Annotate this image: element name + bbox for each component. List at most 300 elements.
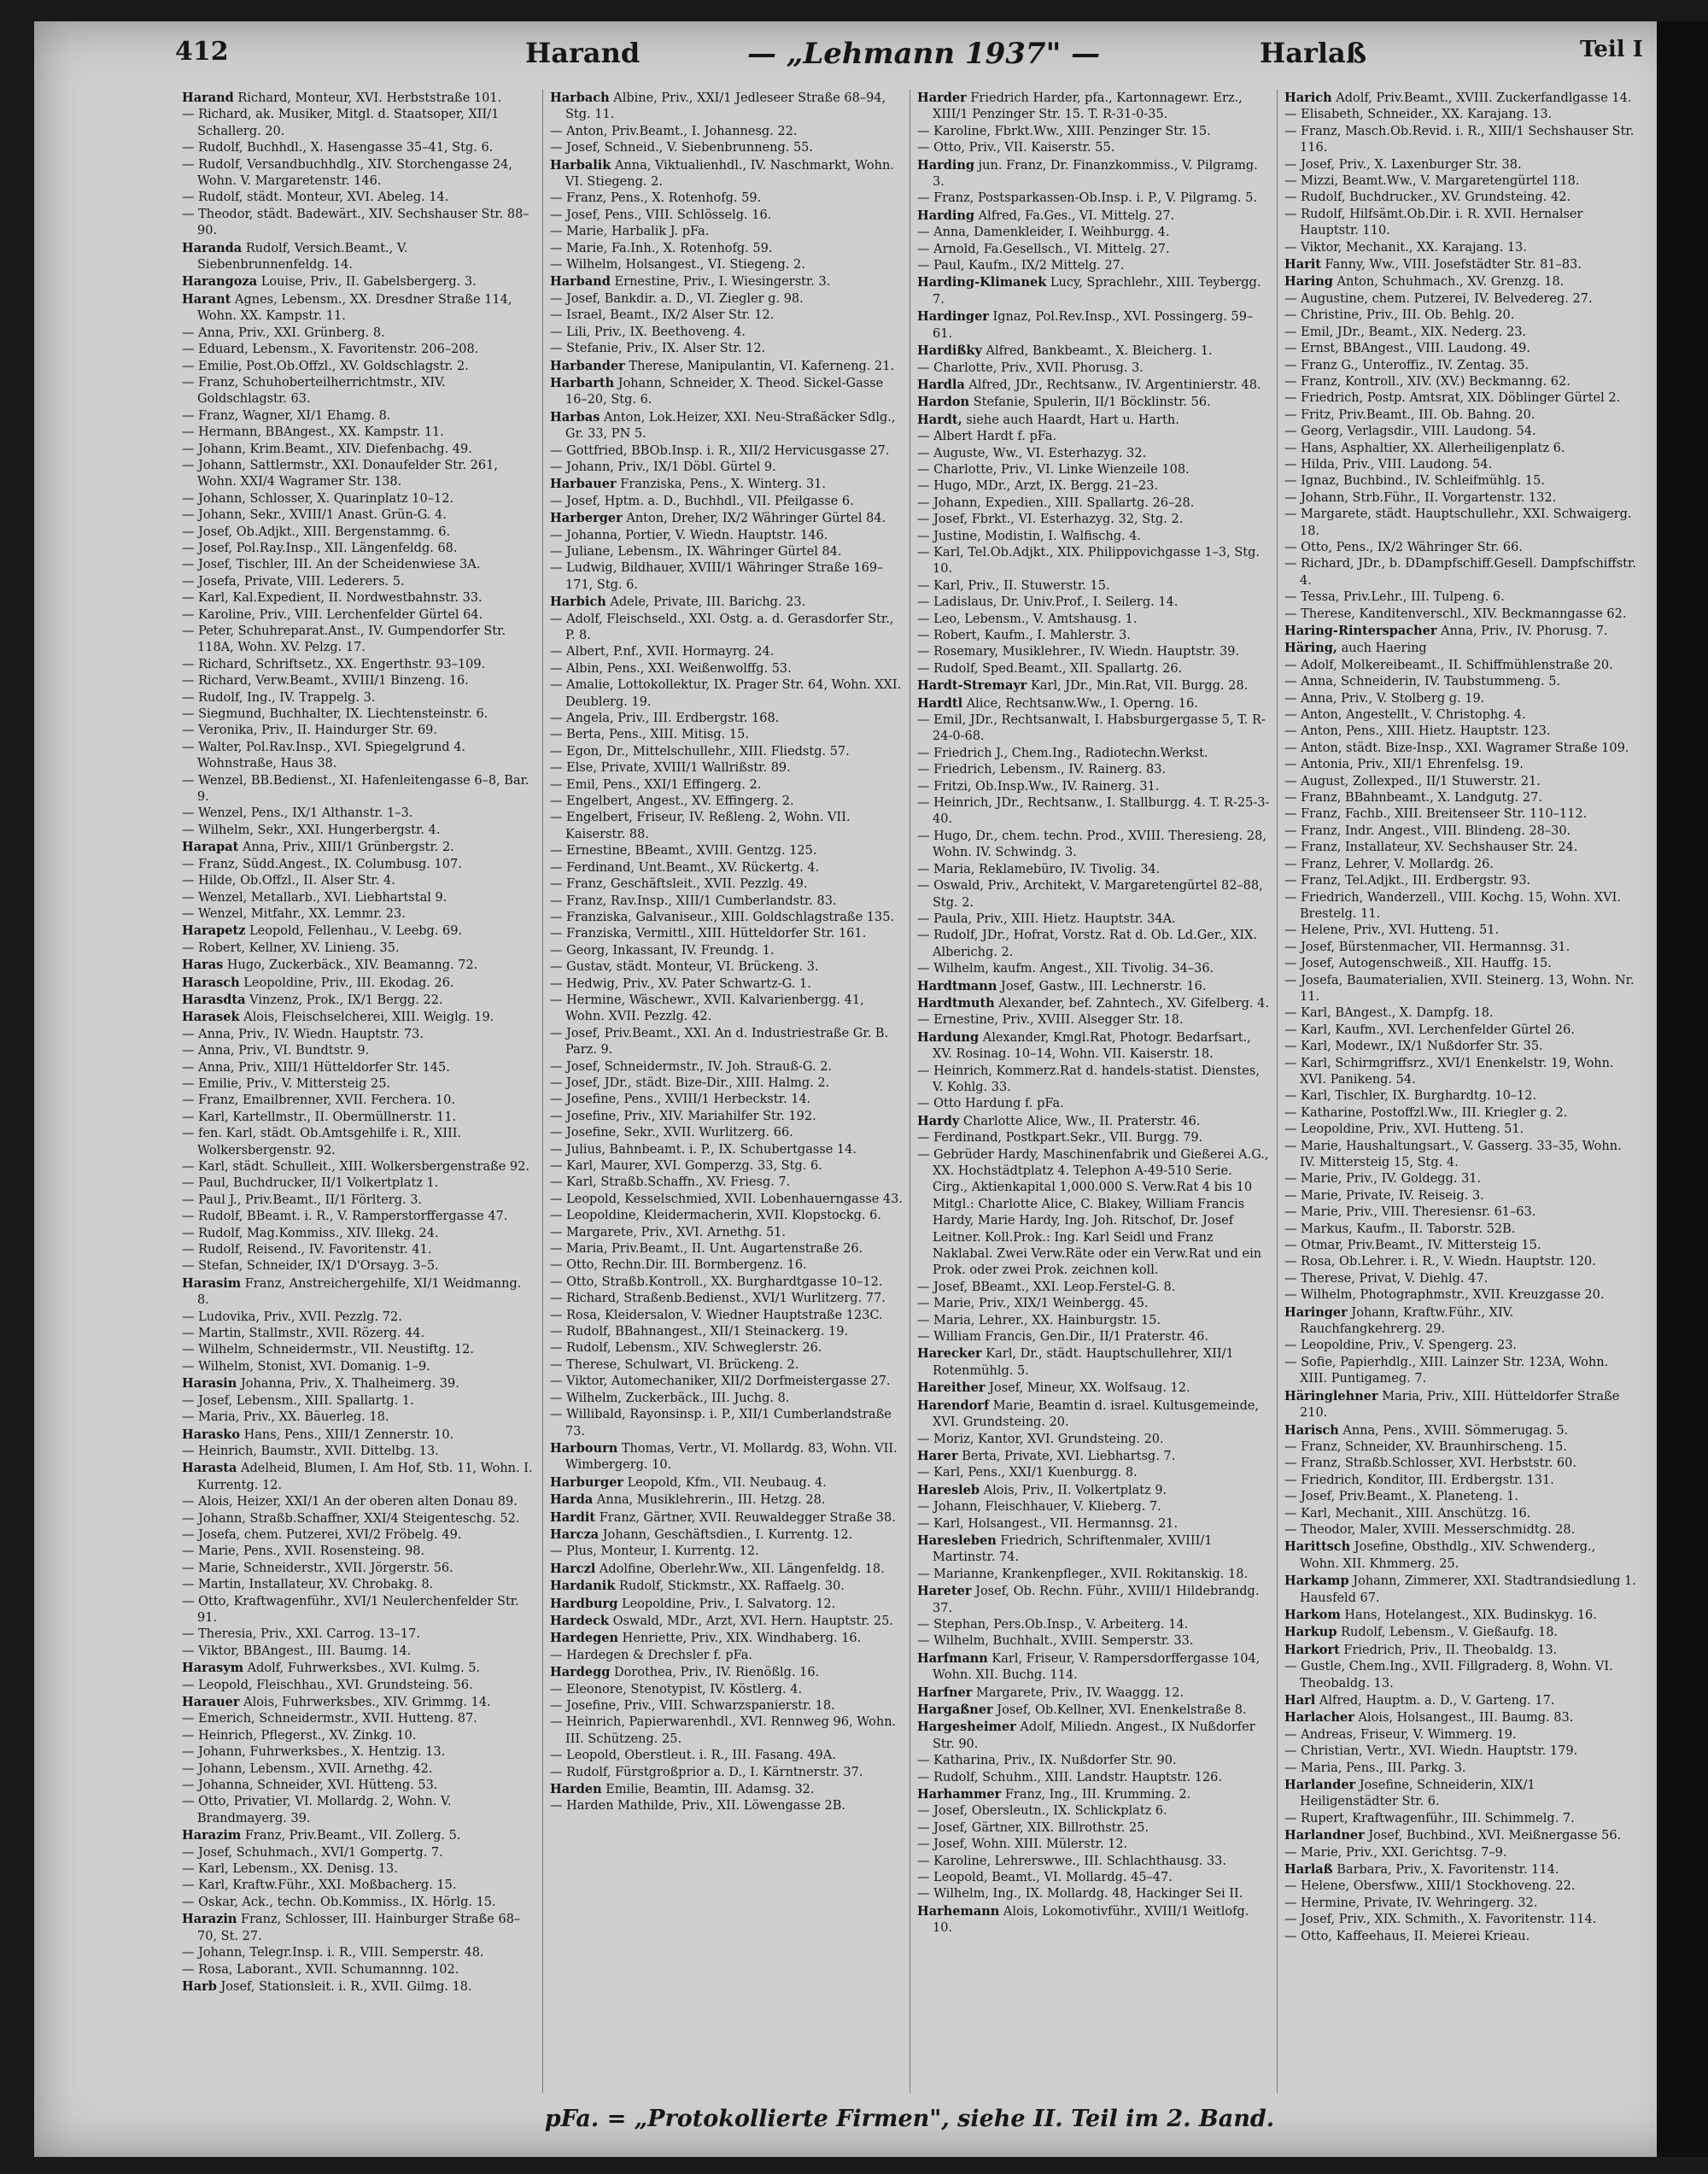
directory-entry: — Emerich, Schneidermstr., XVII. Hutteng. 87. [182,1712,477,1726]
directory-entry: — Karl, Tischler, IX. Burghardtg. 10–12. [1284,1089,1537,1104]
directory-entry: — Karl, Schirmgriffsrz., XVI/1 Enenkelstr. 19, Wohn. XVI. Panikeng. 54. [1284,1056,1614,1087]
directory-entry: — Johann, Telegr.Insp. i. R., VIII. Semperstr. 48. [182,1946,484,1960]
directory-entry: — Marie, Priv., VIII. Theresiensr. 61–63. [1284,1205,1536,1220]
directory-entry: Harband Ernestine, Priv., I. Wiesingerstr. 3. [550,274,831,290]
directory-entry: Hardanik Rudolf, Stickmstr., XX. Raffaelg. 30. [550,1579,845,1594]
directory-entry: — Josef, Priv., XIX. Schmith., X. Favoritenstr. 114. [1284,1913,1597,1927]
directory-entry: — Josef, Wohn. XIII. Mülerstr. 12. [917,1837,1128,1852]
directory-entry: — Rudolf, Reisend., IV. Favoritenstr. 41. [182,1243,432,1257]
directory-entry: — Josef, Priv., X. Laxenburger Str. 38. [1284,157,1522,172]
directory-entry: — Theodor, Maler, XVIII. Messerschmidtg. 28. [1284,1522,1576,1537]
directory-entry: — Ernestine, BBeamt., XVIII. Gentzg. 125. [550,844,817,858]
directory-entry: Harb Josef, Stationsleit. i. R., XVII. Gilmg. 18. [182,1978,472,1994]
directory-entry: Hardit Franz, Gärtner, XVII. Reuwaldegger Straße 38. [550,1509,896,1525]
directory-entry: — Wenzel, Metallarb., XVI. Liebhartstal 9. [182,890,447,905]
directory-entry: — Friedrich, Konditor, III. Erdbergstr. 131. [1284,1473,1554,1487]
directory-entry: — Sofie, Papierhdlg., XIII. Lainzer Str. 123A, Wohn. XIII. Puntigameg. 7. [1284,1355,1609,1386]
directory-entry: — Wilhelm, Photographmstr., XVII. Kreuzgasse 20. [1284,1288,1605,1303]
directory-entry: Harkort Friedrich, Priv., II. Theobaldg. 13. [1284,1642,1558,1657]
directory-entry: — Theodor, städt. Badewärt., XIV. Sechshauser Str. 88–90. [182,207,529,238]
directory-entry: Harda Anna, Musiklehrerin., III. Hetzg. 28. [550,1492,826,1508]
directory-entry: Harit Fanny, Ww., VIII. Josefstädter Str. 81–83. [1284,257,1582,272]
directory-entry: — Josefine, Priv., VIII. Schwarzspanierstr. 18. [550,1699,835,1713]
directory-entry: — Else, Private, XVIII/1 Wallrißstr. 89. [550,761,791,776]
directory-entry: — Johann, Lebensm., XVII. Arnethg. 42. [182,1761,433,1776]
directory-entry: — Leopold, Oberstleut. i. R., III. Fasang. 49A. [550,1749,836,1763]
directory-entry: Häring, auch Haering [1284,641,1427,656]
directory-entry: Harand Richard, Monteur, XVI. Herbststraße 101. [182,91,502,105]
directory-entry: — Rosa, Kleidersalon, V. Wiedner Hauptstraße 123C. [550,1308,883,1322]
directory-entry: — Rudolf, Buchdrucker., XV. Grundsteing. 42. [1284,190,1571,205]
directory-entry: — Johann, Strb.Führ., II. Vorgartenstr. 132. [1284,490,1557,505]
directory-entry: Haringer Johann, Kraftw.Führ., XIV. Rauchfangkehrerg. 29. [1284,1304,1514,1337]
directory-entry: — Rudolf, Fürstgroßprior a. D., I. Kärntnerstr. 37. [550,1765,863,1779]
directory-entry: Harhammer Franz, Ing., III. Krumming. 2. [917,1787,1191,1802]
directory-entry: — Josefa, Baumaterialien, XVII. Steinerg. 13, Wohn. Nr. 11. [1284,973,1635,1004]
directory-entry: Hareither Josef, Mineur, XX. Wolfsaug. 12. [917,1380,1190,1396]
directory-entry: — Paul, Kaufm., IX/2 Mittelg. 27. [917,259,1125,273]
directory-entry: — Friedrich, Wanderzell., VIII. Kochg. 15, Wohn. XVI. Brestelg. 11. [1284,890,1621,921]
directory-entry: — Rudolf, BBeamt. i. R., V. Ramperstorffergasse 47. [182,1210,508,1224]
directory-entry: — Rudolf, Hilfsämt.Ob.Dir. i. R. XVII. Hernalser Hauptstr. 110. [1284,207,1583,238]
column-3 [910,90,1277,2093]
directory-entry: — Rudolf, Schuhm., XIII. Landstr. Hauptstr. 126. [917,1770,1223,1784]
directory-entry: — Auguste, Ww., VI. Esterhazyg. 32. [917,446,1147,460]
directory-entry: — Eduard, Lebensm., X. Favoritenstr. 206–208. [182,343,479,357]
directory-entry: — Lili, Priv., IX. Beethoveng. 4. [550,325,746,339]
directory-entry: — Justine, Modistin, I. Walfischg. 4. [917,529,1142,543]
directory-entry: — Antonia, Priv., XII/1 Ehrenfelsg. 19. [1284,758,1524,772]
directory-entry: — Rudolf, Sped.Beamt., XII. Spallartg. 26. [917,661,1183,676]
directory-entry: — Paul J., Priv.Beamt., II/1 Förlterg. 3. [182,1192,423,1207]
directory-entry: — Johann, Krim.Beamt., XIV. Diefenbachg. 49. [182,442,472,456]
directory-page [34,21,1687,2157]
directory-entry: — Hardegen & Drechsler f. pFa. [550,1648,752,1662]
directory-entry: — Rosa, Ob.Lehrer. i. R., V. Wiedn. Hauptstr. 120. [1284,1255,1596,1269]
directory-entry: — Richard, Straßenb.Bedienst., XVI/1 Wurlitzerg. 77. [550,1292,886,1306]
directory-entry: — Heinrich, Kommerz.Rat d. handels-statist. Dienstes, V. Kohlg. 33. [917,1064,1260,1094]
directory-entry: — Karl, Kartellmstr., II. Obermüllnerstr. 11. [182,1110,457,1124]
directory-entry: — Wilhelm, Schneidermstr., VII. Neustiftg. 12. [182,1343,474,1357]
directory-entry: — Josef, Fbrkt., VI. Esterhazyg. 32, Stg. 2. [917,513,1184,527]
directory-entry: — Josefine, Sekr., XVII. Wurlitzerg. 66. [550,1126,793,1140]
directory-entry: Hardtmuth Alexander, bef. Zahntech., XV. Gifelberg. 4. [917,995,1270,1011]
directory-entry: — Ferdinand, Postkpart.Sekr., VII. Burgg. 79. [917,1131,1203,1146]
directory-entry: — Ludovika, Priv., XVII. Pezzlg. 72. [182,1310,402,1324]
directory-entry: — Engelbert, Angest., XV. Effingerg. 2. [550,794,794,809]
directory-entry: Harich Adolf, Priv.Beamt., XVIII. Zuckerfandlgasse 14. [1284,91,1632,105]
directory-entry: Harczl Adolfine, Oberlehr.Ww., XII. Längenfeldg. 18. [550,1561,885,1576]
directory-entry: — Elisabeth, Schneider., XX. Karajang. 13. [1284,108,1553,122]
directory-entry: — Wilhelm, Zuckerbäck., III. Juchg. 8. [550,1391,790,1405]
directory-entry: — Helene, Obersfww., XIII/1 Stockhoveng. 22. [1284,1879,1576,1894]
directory-entry: — Johann, Sattlermstr., XXI. Donaufelder Str. 261, Wohn. XXI/4 Wagramer Str. 138. [182,458,498,489]
directory-entry: — Walter, Pol.Rav.Insp., XVI. Spiegelgrund 4. Wohnstraße, Haus 38. [182,740,466,771]
directory-entry: — Otto, Kraftwagenführ., XVI/1 Neulerchenfelder Str. 91. [182,1594,519,1625]
directory-entry: — Franz, Masch.Ob.Revid. i. R., XIII/1 Sechshauser Str. 116. [1284,124,1635,155]
directory-entry: — Augustine, chem. Putzerei, IV. Belvedereg. 27. [1284,291,1593,306]
directory-entry: — Anton, Angestellt., V. Christophg. 4. [1284,708,1526,723]
header-first-entry: Harand [525,37,640,69]
directory-entry: — Franz, Südd.Angest., IX. Columbusg. 107. [182,857,462,871]
directory-entry: Hardt, siehe auch Haardt, Hart u. Harth. [917,412,1179,427]
directory-entry: — Johann, Straßb.Schaffner, XXI/4 Steigenteschg. 52. [182,1511,520,1526]
directory-entry: — Anna, Priv., XXI. Grünberg. 8. [182,325,385,340]
directory-entry: — Katharine, Postoffzl.Ww., III. Kriegler g. 2. [1284,1105,1568,1120]
directory-entry: — Therese, Privat, V. Diehlg. 47. [1284,1271,1489,1286]
directory-entry: — Moriz, Kantor, XVI. Grundsteing. 20. [917,1432,1164,1446]
directory-entry: — Emilie, Priv., V. Mittersteig 25. [182,1076,391,1091]
directory-entry: Haranda Rudolf, Versich.Beamt., V. Siebenbrunnenfeldg. 14. [182,240,408,272]
directory-entry: — Josef, Hptm. a. D., Buchhdl., VII. Pfeilgasse 6. [550,494,854,508]
directory-entry: — Anton, Priv.Beamt., I. Johannesg. 22. [550,124,798,138]
directory-entry: — Wilhelm, Ing., IX. Mollardg. 48, Hackinger Sei II. [917,1887,1243,1902]
directory-entry: Harfmann Karl, Friseur, V. Rampersdorffergasse 104, Wohn. XII. Buchg. 114. [917,1650,1261,1683]
directory-entry: — Albert Hardt f. pFa. [917,430,1057,444]
directory-entry: — Emilie, Post.Ob.Offzl., XV. Goldschlagstr. 2. [182,359,469,373]
directory-entry: — Leopoldine, Priv., XVI. Hutteng. 51. [1284,1122,1524,1137]
directory-entry: Haresleb Alois, Priv., II. Volkertplatz 9. [917,1482,1167,1497]
directory-entry: — Josefa, Private, VIII. Lederers. 5. [182,574,405,589]
directory-entry: — Franziska, Vermittl., XIII. Hütteldorfer Str. 161. [550,927,867,941]
directory-entry: — Heinrich, Baumstr., XVII. Dittelbg. 13. [182,1444,439,1458]
directory-entry: — Franz, Indr. Angest., VIII. Blindeng. 28–30. [1284,823,1571,838]
directory-entry: Harlander Josefine, Schneiderin, XIX/1 Heiligenstädter Str. 6. [1284,1778,1535,1809]
directory-entry: — Josefine, Priv., XIV. Mariahilfer Str. 192. [550,1109,816,1123]
directory-entry: — Marie, Pens., XVII. Rosensteing. 98. [182,1544,425,1559]
directory-entry: — Maria, Reklamebüro, IV. Tivolig. 34. [917,862,1161,876]
directory-entry: — Anna, Schneiderin, IV. Taubstummeng. 5. [1284,675,1561,689]
directory-entry: — Charlotte, Priv., XVII. Phorusg. 3. [917,360,1144,375]
directory-entry: — Adolf, Molkereibeamt., II. Schiffmühlenstraße 20. [1284,658,1613,672]
directory-entry: — Franz, Tel.Adjkt., III. Erdbergstr. 93. [1284,874,1531,888]
directory-entry: — Fritzi, Ob.Insp.Ww., IV. Rainerg. 31. [917,779,1160,794]
directory-entry: Harasta Adelheid, Blumen, I. Am Hof, Stb. 11, Wohn. I. Kurrentg. 12. [182,1461,533,1492]
directory-entry: — Heinrich, JDr., Rechtsanw., I. Stallburgg. 4. T. R-25-3-40. [917,796,1270,827]
directory-entry: Harcza Johann, Geschäftsdien., I. Kurrentg. 12. [550,1526,853,1542]
directory-entry: — Rudolf, Lebensm., XIV. Schweglerstr. 26. [550,1341,822,1356]
directory-entry: — Rosemary, Musiklehrer., IV. Wiedn. Hauptstr. 39. [917,645,1240,659]
directory-entry: Harder Friedrich Harder, pfa., Kartonnagewr. Erz., XIII/1 Penzinger Str. 15. T. R-31-0-35. [917,91,1243,122]
directory-entry: — Hilda, Priv., VIII. Laudong. 54. [1284,457,1493,472]
directory-entry: Harhemann Alois, Lokomotivführ., XVIII/1 Weitlofg. 10. [917,1903,1249,1936]
directory-entry: Hardinger Ignaz, Pol.Rev.Insp., XVI. Possingerg. 59–61. [917,309,1254,341]
directory-entry: — Georg, Verlagsdir., VIII. Laudong. 54. [1284,425,1536,439]
directory-entry: Harding-Klimanek Lucy, Sprachlehr., XIII. Teybergg. 7. [917,275,1261,307]
page-footer: pFa. = „Protokollierte Firmen", siehe II. Teil im 2. Band. [544,2106,1275,2132]
directory-entry: — Marie, Schneiderstr., XVII. Jörgerstr. 56. [182,1561,453,1575]
directory-entry: — Oswald, Priv., Architekt, V. Margaretengürtel 82–88, Stg. 2. [917,879,1263,910]
directory-entry: — Hilde, Ob.Offzl., II. Alser Str. 4. [182,874,395,888]
directory-entry: — Karl, städt. Schulleit., XIII. Wolkersbergenstraße 92. [182,1160,530,1174]
directory-entry: — Josef, Schneid., V. Siebenbrunneng. 55. [550,141,814,155]
directory-entry: — Franz, Lehrer, V. Mollardg. 26. [1284,857,1494,871]
page-number: 412 [175,37,229,67]
directory-entry: — Stefan, Schneider, IX/1 D'Orsayg. 3–5. [182,1259,439,1274]
directory-entry: — Anna, Priv., IV. Wiedn. Hauptstr. 73. [182,1027,424,1041]
directory-entry: — Wenzel, Mitfahr., XX. Lemmr. 23. [182,906,406,921]
directory-entry: — Josefa, chem. Putzerei, XVI/2 Fröbelg. 49. [182,1527,462,1542]
directory-entry: Harasym Adolf, Fuhrwerksbes., XVI. Kulmg. 5. [182,1661,481,1676]
directory-entry: — Ernst, BBAngest., VIII. Laudong. 49. [1284,342,1530,356]
directory-entry: — Viktor, Mechanit., XX. Karajang. 13. [1284,240,1527,255]
directory-entry: — Israel, Beamt., IX/2 Alser Str. 12. [550,308,775,323]
directory-entry: Harendorf Marie, Beamtin d. israel. Kultusgemeinde, XVI. Grundsteing. 20. [917,1398,1260,1430]
column-4 [1277,90,1644,2093]
directory-entry: Haring Anton, Schuhmach., XV. Grenzg. 18. [1284,274,1565,290]
directory-entry: — Paul, Buchdrucker, II/1 Volkertplatz 1. [182,1176,439,1191]
directory-entry: — Franz, Pens., X. Rotenhofg. 59. [550,191,762,206]
directory-entry: — Theresia, Priv., XXI. Carrog. 13–17. [182,1627,420,1642]
directory-entry: — Ferdinand, Unt.Beamt., XV. Rückertg. 4. [550,860,820,875]
directory-entry: — Johanna, Portier, V. Wiedn. Hauptstr. 146. [550,528,828,542]
directory-entry: — Arnold, Fa.Gesellsch., VI. Mittelg. 27. [917,242,1170,256]
directory-entry: — Marie, Fa.Inh., X. Rotenhofg. 59. [550,241,773,255]
directory-entry: — Adolf, Fleischseld., XXI. Ostg. a. d. Gerasdorfer Str., P. 8. [550,612,894,642]
directory-entry: — Martin, Installateur, XV. Chrobakg. 8. [182,1578,434,1592]
directory-entry: Harasdta Vinzenz, Prok., IX/1 Bergg. 22. [182,992,443,1007]
directory-entry: — Angela, Priv., III. Erdbergstr. 168. [550,712,780,726]
directory-entry: — Karl, Holsangest., VII. Hermannsg. 21. [917,1516,1179,1531]
directory-entry: — Josef, Lebensm., XIII. Spallartg. 1. [182,1393,414,1408]
directory-entry: — Otto, Rechn.Dir. III. Bormbergenz. 16. [550,1258,807,1273]
directory-entry: Hardegen Henriette, Priv., XIX. Windhaberg. 16. [550,1631,862,1646]
directory-entry: Harbach Albine, Priv., XXI/1 Jedleseer Straße 68–94, Stg. 11. [550,91,886,122]
directory-entry: Hareter Josef, Ob. Rechn. Führ., XVIII/1 Hildebrandg. 37. [917,1584,1260,1615]
directory-entry: — Markus, Kaufm., II. Taborstr. 52B. [1284,1222,1516,1236]
directory-entry: — Gottfried, BBOb.Insp. i. R., XII/2 Hervicusgasse 27. [550,443,890,458]
directory-entry: — Christian, Vertr., XVI. Wiedn. Hauptstr. 179. [1284,1744,1578,1759]
directory-entry: — Josef, Bankdir. a. D., VI. Ziegler g. 98. [550,291,804,306]
directory-entry: — Gustle, Chem.Ing., XVII. Fillgraderg. 8, Wohn. VI. Theobaldg. 13. [1284,1660,1613,1691]
directory-entry: — Richard, Verw.Beamt., XVIII/1 Binzeng. 16. [182,674,469,689]
directory-entry: — Leopold, Beamt., VI. Mollardg. 45–47. [917,1871,1173,1885]
directory-entry: — Marie, Private, IV. Reiseig. 3. [1284,1188,1484,1203]
directory-entry: — Heinrich, Papierwarenhdl., XVI. Rennweg 96, Wohn. III. Schützeng. 25. [550,1715,897,1746]
directory-entry: — Karoline, Priv., VIII. Lerchenfelder Gürtel 64. [182,607,483,622]
directory-entry: — Johann, Expedien., XIII. Spallartg. 26–28. [917,495,1195,510]
directory-entry: — Leopold, Fleischhau., XVI. Grundsteing. 56. [182,1678,473,1692]
directory-entry: — Emil, Pens., XXI/1 Effingerg. 2. [550,777,762,792]
directory-entry: — Peter, Schuhreparat.Anst., IV. Gumpendorfer Str. 118A, Wohn. XV. Pelzg. 17. [182,624,506,655]
directory-entry: — Karl, Kaufm., XVI. Lerchenfelder Gürtel 26. [1284,1023,1575,1037]
directory-entry: Harding Alfred, Fa.Ges., VI. Mittelg. 27. [917,208,1175,223]
directory-entry: — Franz, Rav.Insp., XIII/1 Cumberlandstr. 83. [550,894,837,908]
directory-entry: Häringlehner Maria, Priv., XIII. Hütteldorfer Straße 210. [1284,1388,1620,1421]
directory-entry: — Karoline, Fbrkt.Ww., XIII. Penzinger Str. 15. [917,124,1211,138]
directory-entry: — Georg, Inkassant, IV. Freundg. 1. [550,943,775,958]
directory-entry: — Wenzel, Pens., IX/1 Althanstr. 1–3. [182,806,413,821]
directory-entry: — Anton, Pens., XIII. Hietz. Hauptstr. 123. [1284,724,1551,739]
directory-entry: — Hugo, Dr., chem. techn. Prod., XVIII. Theresieng. 28, Wohn. IV. Schwindg. 3. [917,829,1266,860]
directory-entry: — Friedrich J., Chem.Ing., Radiotechn.Werkst. [917,746,1208,760]
directory-entry: — William Francis, Gen.Dir., II/1 Praterstr. 46. [917,1330,1208,1345]
directory-entry: — Paula, Priv., XIII. Hietz. Hauptstr. 34A. [917,911,1176,926]
directory-entry: — Franz, Emailbrenner, XVII. Ferchera. 10. [182,1093,455,1108]
directory-entry: — Josef, Priv.Beamt., X. Planeteng. 1. [1284,1490,1519,1504]
directory-entry: — Josefine, Pens., XVIII/1 Herbeckstr. 14. [550,1093,811,1107]
page-header [175,37,1644,86]
directory-entry: — Mizzi, Beamt.Ww., V. Margaretengürtel 118. [1284,174,1580,189]
directory-entry: — Therese, Schulwart, VI. Brückeng. 2. [550,1357,799,1372]
directory-entry: — Johann, Schlosser, X. Quarinplatz 10–12. [182,491,454,506]
directory-entry: — Karl, Mechanit., XIII. Anschützg. 16. [1284,1506,1531,1521]
directory-entry: — Veronika, Priv., II. Haindurger Str. 69. [182,724,438,738]
directory-entry: — Harden Mathilde, Priv., XII. Löwengasse 2B. [550,1799,845,1814]
directory-entry: — Amalie, Lottokollektur, IX. Prager Str. 64, Wohn. XXI. Deublerg. 19. [550,678,902,709]
directory-entry: — Rudolf, städt. Monteur, XVI. Abeleg. 14. [182,190,449,205]
directory-entry: Hardburg Leopoldine, Priv., I. Salvatorg. 12. [550,1596,836,1611]
directory-entry: — Engelbert, Friseur, IV. Reßleng. 2, Wohn. VII. Kaiserstr. 88. [550,811,851,841]
directory-entry: — Karl, Priv., II. Stuwerstr. 15. [917,578,1110,593]
directory-entry: — Franz, Wagner, XI/1 Ehamg. 8. [182,408,391,423]
directory-entry: — Willibald, Rayonsinsp. i. P., XII/1 Cumberlandstraße 73. [550,1408,892,1439]
directory-entry: Hardeck Oswald, MDr., Arzt, XVI. Hern. Hauptstr. 25. [550,1613,893,1628]
directory-entry: — Leopold, Kesselschmied, XVII. Lobenhauerngasse 43. [550,1192,903,1206]
directory-entry: — Otmar, Priv.Beamt., IV. Mittersteig 15. [1284,1239,1541,1253]
directory-entry: Haresleben Friedrich, Schriftenmaler, XVIII/1 Martinstr. 74. [917,1532,1213,1565]
directory-entry: — Franz, Schneider, XV. Braunhirscheng. 15. [1284,1439,1567,1454]
directory-entry: — August, Zollexped., II/1 Stuwerstr. 21. [1284,774,1541,788]
directory-entry: — Leopoldine, Kleidermacherin, XVII. Klopstockg. 6. [550,1209,881,1223]
directory-entry: — Julius, Bahnbeamt. i. P., IX. Schubertgasse 14. [550,1142,857,1157]
directory-entry: — Alois, Heizer, XXI/1 An der oberen alten Donau 89. [182,1495,518,1509]
directory-entry: — Franziska, Galvaniseur., XIII. Goldschlagstraße 135. [550,910,895,924]
directory-entry: — Heinrich, Pflegerst., XV. Zinkg. 10. [182,1728,417,1743]
directory-entry: — Juliane, Lebensm., IX. Währinger Gürtel 84. [550,544,842,559]
directory-entry: — Franz, Geschäftsleit., XVII. Pezzlg. 49. [550,877,808,892]
directory-entry: — Emil, JDr., Beamt., XIX. Nederg. 23. [1284,325,1527,339]
directory-entry: Hardt-Stremayr Karl, JDr., Min.Rat, VII. Burgg. 28. [917,678,1249,694]
directory-entry: — Wenzel, BB.Bedienst., XI. Hafenleitengasse 6–8, Bar. 9. [182,773,529,805]
directory-entry: Hargesheimer Adolf, Miliedn. Angest., IX Nußdorfer Str. 90. [917,1720,1255,1751]
directory-entry: — Hugo, MDr., Arzt, IX. Bergg. 21–23. [917,479,1159,494]
directory-entry: — Otto, Kaffeehaus, II. Meierei Krieau. [1284,1929,1530,1943]
directory-entry: — Franz G., Unteroffiz., IV. Zentag. 35. [1284,358,1530,372]
directory-entry: — Wilhelm, Holsangest., VI. Stiegeng. 2. [550,258,805,272]
directory-entry: — Maria, Lehrer., XX. Hainburgstr. 15. [917,1313,1161,1327]
directory-entry: — Marie, Priv., XXI. Gerichtsg. 7–9. [1284,1845,1507,1860]
directory-entry: — Anna, Priv., VI. Bundtstr. 9. [182,1044,370,1058]
directory-entry: Hardung Alexander, Kmgl.Rat, Photogr. Bedarfsart., XV. Rosinag. 10–14, Wohn. VII. Kaiserstr. 18. [917,1029,1251,1062]
directory-entry: — Josef, Pol.Ray.Insp., XII. Längenfeldg. 68. [182,541,458,555]
directory-entry: — Karl, Pens., XXI/1 Kuenburgg. 8. [917,1466,1138,1480]
directory-entry: — Ladislaus, Dr. Univ.Prof., I. Seilerg. 14. [917,595,1179,610]
directory-entry: Harden Emilie, Beamtin, III. Adamsg. 32. [550,1782,815,1797]
directory-entry: — Rudolf, Ing., IV. Trappelg. 3. [182,690,376,705]
directory-entry: — Leopoldine, Priv., V. Spengerg. 23. [1284,1339,1518,1353]
directory-entry: — Wilhelm, Buchhalt., XVIII. Semperstr. 33. [917,1634,1194,1649]
directory-entry: Haring-Rinterspacher Anna, Priv., IV. Phorusg. 7. [1284,624,1608,638]
directory-entry: Hardtmann Josef, Gastw., III. Lechnerstr. 16. [917,978,1207,993]
directory-entry: Harangoza Louise, Priv., II. Gabelsbergerg. 3. [182,274,477,290]
directory-entry: — Marie, Haushaltungsart., V. Gasserg. 33–35, Wohn. IV. Mittersteig 15, Stg. 4. [1284,1139,1622,1169]
directory-entry: Harbalik Anna, Viktualienhdl., IV. Naschmarkt, Wohn. VI. Stiegeng. 2. [550,157,894,190]
directory-entry: Harlaß Barbara, Priv., X. Favoritenstr. 114. [1284,1862,1559,1878]
directory-entry: — Andreas, Friseur, V. Wimmerg. 19. [1284,1727,1517,1742]
directory-entry: — Albin, Pens., XXI. Weißenwolffg. 53. [550,661,792,676]
directory-entry: — Robert, Kellner, XV. Linieng. 35. [182,941,400,955]
directory-entry: — Gustav, städt. Monteur, VI. Brückeng. 3. [550,960,819,975]
directory-entry: — Albert, P.nf., XVII. Hormayrg. 24. [550,645,775,659]
column-2 [542,90,910,2093]
directory-entry: — Rupert, Kraftwagenführ., III. Schimmelg. 7. [1284,1811,1575,1825]
directory-entry: — Otto, Privatier, VI. Mollardg. 2, Wohn. V. Brandmayerg. 39. [182,1795,452,1825]
directory-entry: Harasek Alois, Fleischselcherei, XIII. Weiglg. 19. [182,1010,494,1025]
directory-entry: — Johann, Fleischhauer, V. Klieberg. 7. [917,1500,1161,1515]
directory-entry: Harburger Leopold, Kfm., VII. Neubaug. 4. [550,1474,827,1490]
directory-entry: — Hermann, BBAngest., XX. Kampstr. 11. [182,425,444,440]
directory-entry: Harasim Franz, Anstreichergehilfe, XI/1 Weidmanng. 8. [182,1275,522,1308]
directory-entry: Harasch Leopoldine, Priv., III. Ekodag. 26. [182,975,454,990]
directory-entry: — Otto Hardung f. pFa. [917,1097,1064,1111]
directory-entry: Harisch Anna, Pens., XVIII. Sömmerugag. 5. [1284,1422,1569,1438]
directory-entry: — Hedwig, Priv., XV. Pater Schwartz-G. 1. [550,976,811,991]
directory-entry: — Siegmund, Buchhalter, IX. Liechtensteinstr. 6. [182,707,488,722]
directory-entry: — Oskar, Ack., techn. Ob.Kommiss., IX. Hörlg. 15. [182,1895,496,1909]
directory-entry: — Ernestine, Priv., XVIII. Alsegger Str. 18. [917,1013,1184,1028]
directory-entry: Hardißky Alfred, Bankbeamt., X. Bleicherg. 1. [917,343,1213,359]
directory-entry: — Josef, Ob.Adjkt., XIII. Bergenstammg. 6. [182,524,451,539]
directory-entry: Harapat Anna, Priv., XIII/1 Grünbergstr. 2. [182,840,454,855]
directory-columns [175,90,1644,2093]
directory-entry: — Otto, Straßb.Kontroll., XX. Burghardtgasse 10–12. [550,1275,883,1289]
directory-entry: — Josef, Priv.Beamt., XXI. An d. Industriestraße Gr. B. Parz. 9. [550,1026,889,1058]
directory-entry: Harbarth Johann, Schneider, X. Theod. Sickel-Gasse 16–20, Stg. 6. [550,375,884,407]
directory-entry: Harapetz Leopold, Fellenhau., V. Leebg. 69. [182,923,463,939]
directory-entry: — Otto, Priv., VII. Kaiserstr. 55. [917,141,1115,155]
directory-entry: Harauer Alois, Fuhrwerksbes., XIV. Grimmg. 14. [182,1695,491,1709]
directory-entry: — Johann, Sekr., XVIII/1 Anast. Grün-G. 4. [182,508,447,523]
directory-entry: — Josef, Bürstenmacher, VII. Hermannsg. 31. [1284,940,1571,954]
directory-entry: — Anton, städt. Bize-Insp., XXI. Wagramer Straße 109. [1284,741,1629,755]
directory-entry: — Josef, Pens., VIII. Schlösselg. 16. [550,208,772,222]
directory-entry: — Friedrich, Postp. Amtsrat, XIX. Döblinger Gürtel 2. [1284,391,1621,406]
directory-entry: Harbauer Franziska, Pens., X. Winterg. 31. [550,477,826,492]
directory-entry: Harding jun. Franz, Dr. Finanzkommiss., V. Pilgramg. 3. [917,157,1258,190]
directory-entry: Harberger Anton, Dreher, IX/2 Währinger Gürtel 84. [550,511,886,526]
directory-entry: Harasin Johanna, Priv., X. Thalheimerg. 39. [182,1376,459,1392]
directory-entry: Hardla Alfred, JDr., Rechtsanw., IV. Argentinierstr. 48. [917,377,1261,392]
directory-entry: — Gebrüder Hardy, Maschinenfabrik und Gießerei A.G., XX. Hochstädtplatz 4. Telephon A-49-510 Serie. Cirg., Aktienkapital 1,000.000 S. Verw.Rat 4 bis 10 Mitgl.: Charlotte Alice, C. Blakey, William Francis Hardy, Marie Hardy, Ing. Joh. Ritschof, Dr. Josef Leitner. Koll.Prok.: Ing. Karl Seidl und Franz Naklabal. Zwei Verw.Räte oder ein Verw.Rat und ein Prok. oder zwei Prok. zeichnen koll. [917,1147,1269,1278]
directory-entry: — Fritz, Priv.Beamt., III. Ob. Bahng. 20. [1284,407,1535,422]
directory-entry: — Katharina, Priv., IX. Nußdorfer Str. 90. [917,1754,1177,1768]
directory-entry: — Karl, Modewr., IX/1 Nußdorfer Str. 35. [1284,1040,1543,1054]
directory-entry: Harazin Franz, Schlosser, III. Hainburger Straße 68–70, St. 27. [182,1912,521,1943]
directory-entry: — Christine, Priv., III. Ob. Behlg. 20. [1284,308,1515,323]
directory-entry: — Leo, Lebensm., V. Amtshausg. 1. [917,612,1138,626]
directory-entry: Hardy Charlotte Alice, Ww., II. Praterstr. 46. [917,1113,1201,1128]
directory-entry: — Karl, Kraftw.Führ., XXI. Moßbacherg. 15. [182,1878,457,1893]
directory-entry: — Franz, Kontroll., XIV. (XV.) Beckmanng. 62. [1284,374,1571,389]
directory-entry: Harecker Karl, Dr., städt. Hauptschullehrer, XII/1 Rotenmühlg. 5. [917,1346,1234,1378]
directory-entry: — Margarete, städt. Hauptschullehr., XXI. Schwaigerg. 18. [1284,507,1632,538]
directory-entry: Harbander Therese, Manipulantin, VI. Kaferneng. 21. [550,358,895,373]
directory-entry: — Richard, Schriftsetz., XX. Engerthstr. 93–109. [182,657,486,671]
directory-entry: Harer Berta, Private, XVI. Liebhartsg. 7. [917,1448,1176,1463]
directory-entry: — Josef, Autogenschweiß., XII. Hauffg. 15. [1284,957,1552,971]
directory-entry: — Karl, Straßb.Schaffn., XV. Friesg. 7. [550,1175,791,1190]
directory-entry: — Josef, Gärtner, XIX. Billrothstr. 25. [917,1820,1149,1835]
directory-entry: — Karl, Maurer, XVI. Gomperzg. 33, Stg. 6. [550,1159,822,1173]
directory-entry: — Hermine, Wäschewr., XVII. Kalvarienbergg. 41, Wohn. XVII. Pezzlg. 42. [550,993,864,1024]
directory-entry: — Otto, Pens., IX/2 Währinger Str. 66. [1284,540,1523,554]
directory-entry: — Anna, Damenkleider, I. Weihburgg. 4. [917,226,1170,240]
directory-entry: — Rudolf, BBahnangest., XII/1 Steinackerg. 19. [550,1325,849,1339]
directory-entry: — fen. Karl, städt. Ob.Amtsgehilfe i. R., XIII. Wolkersbergenstr. 92. [182,1127,462,1157]
directory-entry: — Emil, JDr., Rechtsanwalt, I. Habsburgergasse 5, T. R-24-0-68. [917,713,1266,744]
column-1 [175,90,542,2093]
